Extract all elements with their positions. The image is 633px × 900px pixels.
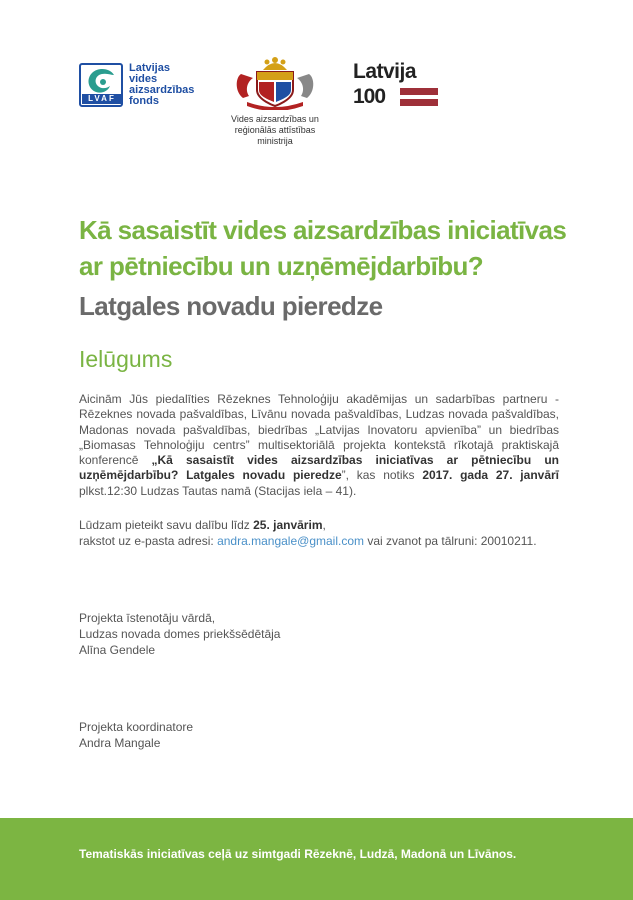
email-link[interactable]: andra.mangale@gmail.com	[217, 534, 364, 548]
signature-block	[79, 610, 280, 658]
lvaf-emblem-icon	[79, 63, 123, 107]
footer-banner	[0, 818, 633, 900]
lvaf-name-line: aizsardzības	[129, 84, 195, 96]
event-location: plkst.12:30 Ludzas Tautas namā (Stacijas iela – 41).	[79, 483, 357, 498]
registration-line	[79, 517, 579, 533]
registration-deadline: 25. janvārim	[253, 518, 323, 532]
main-title	[79, 212, 579, 284]
registration-info	[79, 517, 579, 549]
signature-line: Ludzas novada domes priekšsēdētāja	[79, 627, 281, 641]
lvaf-name	[129, 63, 209, 107]
coat-of-arms-icon	[227, 52, 323, 110]
subtitle: Latgales novadu pieredze	[79, 291, 383, 321]
paragraph-intro: Aicinām Jūs piedalīties Rēzeknes Tehnoloģiju akadēmijas un sadarbības partneru - Rēzeknes novada pašvaldības, Līvānu novada pašvaldības, Ludzas novada pašvaldības, Madonas novada pašvaldības, biedrības „Latvijas Inovatoru apvienība” un biedrības „Biomasas Tehnoloģiju centrs” multisektoriālā projekta kontekstā rīkotajā praktiskajā konferencē	[79, 392, 559, 468]
latvija-100-logo	[352, 60, 452, 110]
ministry-name-line: ministrija	[257, 136, 293, 146]
ministry-logo	[210, 52, 340, 152]
lvaf-logo	[79, 63, 199, 109]
ministry-name-line: Vides aizsardzības un	[231, 114, 319, 124]
lvaf-name-line: Latvijas	[129, 62, 170, 74]
invitation-heading: Ielūgums	[79, 346, 173, 372]
ministry-name	[210, 114, 340, 147]
ministry-name-line: reģionālās attīstības	[234, 125, 316, 135]
contact-line	[79, 533, 579, 549]
phone-text: vai zvanot pa tālruni: 20010211.	[364, 534, 537, 548]
lvaf-name-line: fonds	[129, 95, 159, 107]
latvija-word: Latvija	[353, 60, 417, 83]
contact-prefix: rakstot uz e-pasta adresi:	[79, 534, 218, 548]
coordinator-line: Projekta koordinatore	[79, 720, 194, 734]
paragraph-connector: ”, kas notiks	[341, 468, 423, 483]
main-title-line: Kā sasaistīt vides aizsardzības iniciatīvas	[79, 215, 567, 245]
main-title-line: ar pētniecību un uzņēmējdarbību?	[79, 251, 484, 281]
signature-line: Projekta īstenotāju vārdā,	[79, 611, 216, 625]
registration-prefix: Lūdzam pieteikt savu dalību līdz	[79, 518, 254, 532]
coordinator-line: Andra Mangale	[79, 736, 161, 750]
lvaf-name-line: vides	[129, 73, 158, 85]
invitation-paragraph	[79, 392, 559, 499]
registration-suffix: ,	[322, 518, 326, 532]
footer-text: Tematiskās iniciatīvas ceļā uz simtgadi Rēzeknē, Ludzā, Madonā un Līvānos.	[79, 847, 517, 861]
latvija-number: 100	[353, 85, 386, 108]
coordinator-block	[79, 719, 193, 751]
event-date: 2017. gada 27. janvārī	[422, 468, 559, 483]
signature-line: Alīna Gendele	[79, 643, 156, 657]
latvian-flag-icon	[400, 88, 438, 107]
conference-title: „Kā sasaistīt vides aizsardzības iniciatīvas ar pētniecību un uzņēmējdarbību? Latgales novadu pieredze	[79, 453, 559, 483]
lvaf-abbreviation: LVAF	[82, 94, 122, 104]
